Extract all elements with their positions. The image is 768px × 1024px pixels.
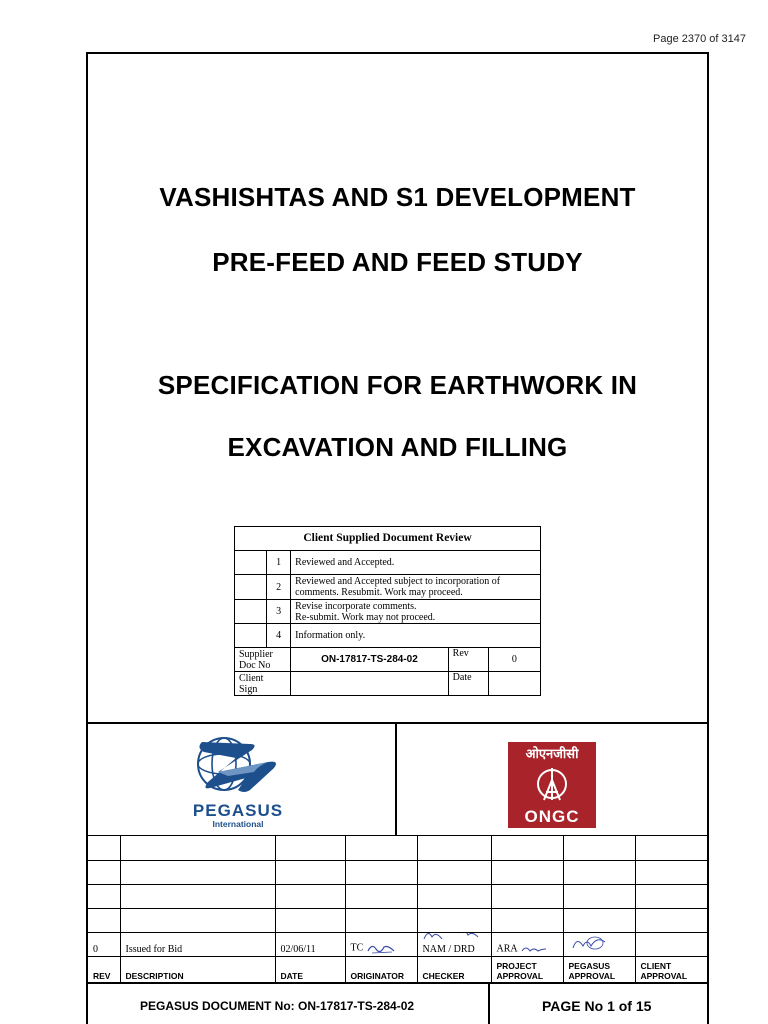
logos-divider <box>395 724 397 836</box>
revision-table <box>88 836 707 983</box>
review-heading: Client Supplied Document Review <box>235 527 541 551</box>
rev-value: 0 <box>488 648 540 672</box>
client-label-line2: Sign <box>239 683 258 695</box>
rev-number: 0 <box>88 932 120 956</box>
col-project-approval-header <box>491 956 563 982</box>
review-checkbox-3 <box>235 600 267 624</box>
ongc-hindi-wordmark: ओएनजीसी <box>525 747 579 762</box>
client-review-table <box>234 526 541 696</box>
review-option-3 <box>291 600 541 624</box>
revision-row <box>88 932 707 956</box>
col-originator-header: ORIGINATOR <box>345 956 417 982</box>
review-num-3: 3 <box>267 600 291 624</box>
review-num-4: 4 <box>267 624 291 648</box>
checker-initials: NAM / DRD <box>422 943 475 955</box>
col-pegasus-approval-header <box>563 956 635 982</box>
document-cover-frame <box>86 52 709 1024</box>
study-title: PRE-FEED AND FEED STUDY <box>212 247 583 277</box>
document-footer <box>88 982 707 1024</box>
review-option-2 <box>291 575 541 600</box>
rev-originator <box>345 932 417 956</box>
project-title: VASHISHTAS AND S1 DEVELOPMENT <box>159 182 636 212</box>
ongc-wordmark: ONGC <box>524 807 580 826</box>
review-option-3-line2: Re-submit. Work may not proceed. <box>295 611 436 623</box>
client-sign-label <box>235 672 291 696</box>
review-num-1: 1 <box>267 551 291 575</box>
review-option-2-line2: comments. Resubmit. Work may proceed. <box>295 587 463 598</box>
supplier-doc-label <box>235 648 291 672</box>
pegasus-wordmark: PEGASUS <box>192 801 284 820</box>
client-header-line1: CLIENT <box>640 960 672 971</box>
project-approver-initials: ARA <box>496 942 518 954</box>
review-checkbox-4 <box>235 624 267 648</box>
review-option-1: Reviewed and Accepted. <box>291 551 541 575</box>
client-label-line1: Client <box>239 672 264 684</box>
rev-description: Issued for Bid <box>120 932 275 956</box>
spec-title-line1: SPECIFICATION FOR EARTHWORK IN <box>157 370 638 400</box>
revision-header-row <box>88 956 707 982</box>
footer-page-number: PAGE No 1 of 15 <box>542 998 652 1014</box>
col-checker-header: CHECKER <box>417 956 491 982</box>
review-option-4: Information only. <box>291 624 541 648</box>
ongc-logo <box>508 742 596 828</box>
review-checkbox-2 <box>235 575 267 600</box>
page-counter: Page 2370 of 3147 <box>653 33 746 45</box>
review-num-2: 2 <box>267 575 291 600</box>
pegasus-header-line1: PEGASUS <box>568 960 611 971</box>
rev-date: 02/06/11 <box>275 932 345 956</box>
col-client-approval-header <box>635 956 707 982</box>
col-rev-header: REV <box>88 956 120 982</box>
rev-label: Rev <box>448 648 488 672</box>
logos-band <box>88 722 707 836</box>
client-header-line2: APPROVAL <box>640 970 688 981</box>
rev-pegasus-approval <box>563 932 635 956</box>
supplier-doc-number: ON-17817-TS-284-02 <box>291 648 449 672</box>
rev-project-approval <box>491 932 563 956</box>
client-sign-field <box>291 672 449 696</box>
supplier-label-line2: Doc No <box>239 659 271 671</box>
revision-row-empty <box>88 836 707 860</box>
pegasus-tagline: International <box>212 819 264 829</box>
pegasus-header-line2: APPROVAL <box>568 970 616 981</box>
pegasus-approval-signature-icon <box>569 934 609 952</box>
spec-title-line2: EXCAVATION AND FILLING <box>227 432 568 462</box>
footer-document-number: PEGASUS DOCUMENT No: ON-17817-TS-284-02 <box>140 999 415 1013</box>
supplier-label-line1: Supplier <box>239 648 273 660</box>
rev-checker <box>417 932 491 956</box>
col-date-header: DATE <box>275 956 345 982</box>
originator-initials: TC <box>350 941 364 953</box>
rev-client-approval <box>635 932 707 956</box>
footer-divider <box>488 984 490 1024</box>
checker-signature-icon <box>422 932 482 945</box>
project-header-line2: APPROVAL <box>496 970 544 981</box>
col-description-header: DESCRIPTION <box>120 956 275 982</box>
date-label: Date <box>448 672 488 696</box>
review-option-2-line1: Reviewed and Accepted subject to incorporation of <box>295 576 501 587</box>
revision-row-empty <box>88 860 707 884</box>
review-checkbox-1 <box>235 551 267 575</box>
pegasus-logo <box>188 732 288 830</box>
project-approval-signature-icon <box>520 943 548 955</box>
date-field <box>488 672 540 696</box>
review-option-3-line1: Revise incorporate comments. <box>295 600 417 612</box>
revision-row-empty <box>88 884 707 908</box>
revision-row-empty <box>88 908 707 932</box>
originator-signature-icon <box>366 941 396 955</box>
project-header-line1: PROJECT <box>496 960 537 971</box>
